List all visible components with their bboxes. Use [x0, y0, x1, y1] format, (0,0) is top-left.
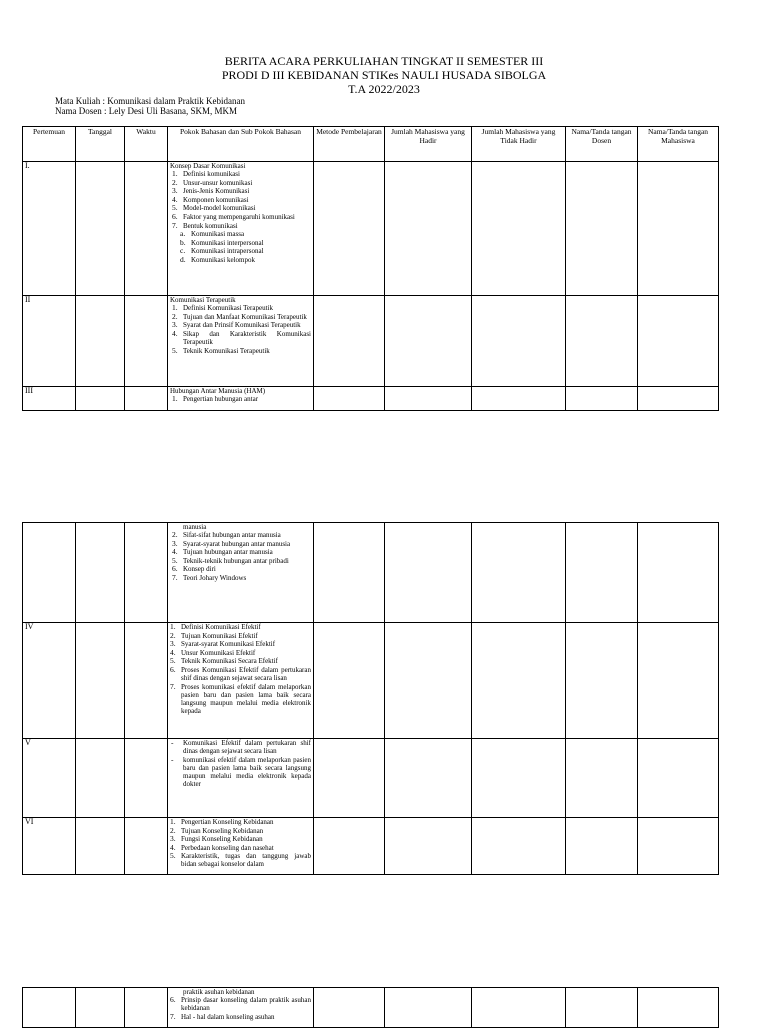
lecture-record-table-page-3: [22, 987, 719, 1028]
meeting-number: I.: [23, 162, 76, 296]
topic-item-text: Proses komunikasi efektif dalam melaporkan pasien baru dan pasien lama baik secara langsung maupun melalui media elektronik kepada: [181, 682, 311, 715]
student-signature-cell: [638, 818, 719, 875]
topic-item-text: Tujuan Komunikasi Efektif: [181, 631, 258, 640]
lecturer-signature-cell: [566, 296, 638, 387]
meeting-number: V: [23, 739, 76, 818]
col-header-hadir: Jumlah Mahasiswa yang Hadir: [385, 127, 472, 162]
date-cell: [76, 523, 125, 623]
topic-item: [170, 557, 311, 565]
topic-item: [170, 818, 311, 826]
table-row: [23, 296, 719, 387]
topic-item: [170, 574, 311, 582]
topic-list: [170, 170, 311, 230]
topic-item-marker: 5.: [170, 656, 176, 666]
topic-item-text: Tujuan hubungan antar manusia: [183, 548, 273, 557]
topic-item-marker: b.: [180, 237, 186, 247]
subtopic-item: [170, 247, 311, 255]
topic-list: [170, 739, 311, 788]
topic-item-text: Sifat-sifat hubungan antar manusia: [183, 531, 281, 540]
topic-item-marker: 1.: [172, 394, 178, 404]
topic-item: [170, 548, 311, 556]
topic-item-text: Prinsip dasar konseling dalam praktik asuhan kebidanan: [181, 996, 311, 1013]
topic-item-text: Model-model komunikasi: [183, 204, 256, 213]
method-cell: [314, 818, 385, 875]
topic-heading: Konsep Dasar Komunikasi: [170, 162, 246, 170]
topic-item: [170, 213, 311, 221]
topic-item: [170, 330, 311, 346]
topic-item-marker: 6.: [170, 995, 176, 1005]
student-signature-cell: [638, 296, 719, 387]
topic-item-marker: 7.: [170, 681, 176, 691]
topic-item: [170, 321, 311, 329]
topic-item-text: Hal - hal dalam konseling asuhan: [181, 1012, 275, 1021]
document-title-line-3: T.A 2022/2023: [348, 82, 420, 96]
topic-item: [170, 540, 311, 548]
topic-item-text: Bentuk komunikasi: [183, 221, 238, 230]
meeting-number: IV: [23, 623, 76, 739]
absent-count-cell: [472, 387, 566, 411]
topic-item-text: Pengertian Konseling Kebidanan: [181, 818, 274, 826]
lecturer-signature-cell: [566, 988, 638, 1028]
topic-item-marker: 5.: [172, 203, 178, 213]
lecturer-signature-cell: [566, 387, 638, 411]
topic-item: [170, 395, 311, 403]
lecturer-signature-cell: [566, 523, 638, 623]
topic-item-text: Konsep diri: [183, 565, 216, 574]
topic-item: [170, 196, 311, 204]
time-cell: [125, 162, 168, 296]
topic-item-text: Perbedaan konseling dan nasehat: [181, 843, 274, 852]
topic-item-marker: 3.: [172, 186, 178, 196]
topic-item-text: Unsur-unsur komunikasi: [183, 178, 253, 187]
topic-cell: [168, 739, 314, 818]
topic-item-text: Komponen komunikasi: [183, 195, 249, 204]
date-cell: [76, 988, 125, 1028]
method-cell: [314, 523, 385, 623]
topic-item-marker: 4.: [172, 328, 178, 338]
student-signature-cell: [638, 162, 719, 296]
topic-item: [170, 739, 311, 755]
topic-item-text: Syarat-syarat Komunikasi Efektif: [181, 640, 276, 649]
col-header-tidak-hadir: Jumlah Mahasiswa yang Tidak Hadir: [472, 127, 566, 162]
time-cell: [125, 623, 168, 739]
col-header-pokok-bahasan: Pokok Bahasan dan Sub Pokok Bahasan: [168, 127, 314, 162]
topic-heading: Komunikasi Terapeutik: [170, 296, 236, 304]
time-cell: [125, 296, 168, 387]
topic-item: [170, 835, 311, 843]
topic-item: [170, 996, 311, 1012]
time-cell: [125, 988, 168, 1028]
col-header-pertemuan: Pertemuan: [23, 127, 76, 162]
course-name: Mata Kuliah : Komunikasi dalam Praktik Kebidanan: [55, 96, 245, 106]
topic-item-marker: 1.: [170, 817, 176, 826]
lecturer-name: Nama Dosen : Lely Desi Uli Basana, SKM, MKM: [55, 106, 237, 116]
topic-item-text: Faktor yang mempengaruhi komunikasi: [183, 213, 295, 222]
topic-item-marker: 2.: [172, 177, 178, 187]
lecturer-signature-cell: [566, 623, 638, 739]
topic-item: [170, 565, 311, 573]
topic-cell: [168, 162, 314, 296]
time-cell: [125, 739, 168, 818]
topic-item-marker: -: [171, 754, 174, 764]
table-row: [23, 162, 719, 296]
topic-heading: Hubungan Antar Manusia (HAM): [170, 387, 266, 395]
topic-list: [170, 818, 311, 869]
method-cell: [314, 296, 385, 387]
topic-continuation: manusia: [183, 523, 207, 531]
time-cell: [125, 387, 168, 411]
col-header-tanggal: Tanggal: [76, 127, 125, 162]
student-signature-cell: [638, 739, 719, 818]
topic-continuation: praktik asuhan kebidanan: [183, 988, 255, 996]
table-row: [23, 988, 719, 1028]
present-count-cell: [385, 162, 472, 296]
subtopic-list: [170, 230, 311, 264]
time-cell: [125, 523, 168, 623]
method-cell: [314, 739, 385, 818]
topic-item-marker: 4.: [170, 842, 176, 852]
present-count-cell: [385, 387, 472, 411]
date-cell: [76, 162, 125, 296]
topic-item: [170, 756, 311, 788]
lecturer-signature-cell: [566, 818, 638, 875]
present-count-cell: [385, 988, 472, 1028]
topic-item-marker: 2.: [170, 630, 176, 640]
document-title-line-1: BERITA ACARA PERKULIAHAN TINGKAT II SEMESTER III: [224, 54, 544, 68]
present-count-cell: [385, 739, 472, 818]
topic-item-marker: 3.: [170, 639, 176, 649]
col-header-metode: Metode Pembelajaran: [314, 127, 385, 162]
method-cell: [314, 162, 385, 296]
table-row: [23, 623, 719, 739]
topic-item-marker: c.: [180, 246, 186, 256]
table-row: [23, 523, 719, 623]
date-cell: [76, 739, 125, 818]
topic-item-text: Komunikasi massa: [191, 230, 245, 239]
topic-item-text: Karakteristik, tugas dan tanggung jawab bidan sebagai konselor dalam: [181, 852, 311, 869]
topic-item-marker: 2.: [172, 311, 178, 321]
topic-list: [170, 304, 311, 355]
topic-item-text: Definisi Komunikasi Terapeutik: [183, 304, 273, 313]
topic-item: [170, 204, 311, 212]
topic-item-marker: 2.: [170, 825, 176, 835]
topic-list: [170, 996, 311, 1021]
student-signature-cell: [638, 988, 719, 1028]
topic-item: [170, 1013, 311, 1021]
topic-item-marker: 1.: [172, 169, 178, 179]
col-header-waktu: Waktu: [125, 127, 168, 162]
topic-item: [170, 632, 311, 640]
topic-item: [170, 666, 311, 682]
col-header-ttd-mahasiswa: Nama/Tanda tangan Mahasiswa: [638, 127, 719, 162]
topic-item-marker: 5.: [172, 345, 178, 355]
topic-item-marker: 4.: [172, 194, 178, 204]
topic-item-text: komunikasi efektif dalam melaporkan pasien baru dan pasien lama baik secara langsung maupun melalui media elektronik kepada dokter: [183, 755, 311, 788]
topic-item-text: Komunikasi Efektif dalam pertukaran shif dinas dengan sejawat secara lisan: [183, 739, 311, 756]
topic-item-text: Komunikasi kelompok: [191, 256, 255, 265]
topic-list: [170, 623, 311, 715]
topic-item-marker: -: [171, 738, 174, 747]
meeting-number: II: [23, 296, 76, 387]
meeting-number: [23, 988, 76, 1028]
meeting-number: [23, 523, 76, 623]
lecture-record-table-page-1: [22, 126, 719, 411]
topic-list: [170, 531, 311, 582]
topic-item-text: Syarat dan Prinsif Komunikasi Terapeutik: [183, 321, 301, 330]
topic-item: [170, 187, 311, 195]
topic-item: [170, 170, 311, 178]
topic-item-marker: 7.: [170, 1011, 176, 1021]
present-count-cell: [385, 296, 472, 387]
topic-item-text: Jenis-Jenis Komunikasi: [183, 187, 250, 196]
student-signature-cell: [638, 623, 719, 739]
topic-item-text: Proses Komunikasi Efektif dalam pertukaran shif dinas dengan sejawat secara lisan: [181, 665, 311, 683]
topic-item-marker: 7.: [172, 220, 178, 230]
document-title-line-2: PRODI D III KEBIDANAN STIKes NAULI HUSADA SIBOLGA: [221, 68, 547, 82]
topic-item-marker: 6.: [170, 664, 176, 674]
student-signature-cell: [638, 523, 719, 623]
topic-item: [170, 222, 311, 230]
present-count-cell: [385, 818, 472, 875]
method-cell: [314, 387, 385, 411]
topic-item-text: Komunikasi intrapersonal: [191, 247, 264, 256]
date-cell: [76, 818, 125, 875]
topic-item: [170, 179, 311, 187]
topic-item: [170, 852, 311, 868]
method-cell: [314, 623, 385, 739]
topic-item-text: Definisi komunikasi: [183, 170, 240, 179]
topic-item: [170, 304, 311, 312]
topic-cell: [168, 818, 314, 875]
subtopic-item: [170, 230, 311, 238]
topic-item-text: Komunikasi interpersonal: [191, 238, 264, 247]
method-cell: [314, 988, 385, 1028]
topic-item-marker: 6.: [172, 212, 178, 222]
topic-cell: [168, 387, 314, 411]
absent-count-cell: [472, 988, 566, 1028]
topic-item: [170, 657, 311, 665]
topic-item: [170, 640, 311, 648]
topic-item-text: Teknik Komunikasi Secara Efektif: [181, 657, 278, 666]
topic-item-text: Unsur Komunikasi Efektif: [181, 648, 256, 657]
topic-cell: [168, 623, 314, 739]
meeting-number: VI: [23, 818, 76, 875]
table-row: [23, 739, 719, 818]
date-cell: [76, 387, 125, 411]
topic-item-text: Sikap dan Karakteristik Komunikasi Terapeutik: [183, 329, 311, 346]
student-signature-cell: [638, 387, 719, 411]
subtopic-item: [170, 239, 311, 247]
topic-item-text: Tujuan dan Manfaat Komunikasi Terapeutik: [183, 312, 307, 321]
topic-item-text: Teknik Komunikasi Terapeutik: [183, 346, 270, 355]
topic-item: [170, 844, 311, 852]
lecturer-signature-cell: [566, 739, 638, 818]
date-cell: [76, 296, 125, 387]
present-count-cell: [385, 623, 472, 739]
topic-item-text: Pengertian hubungan antar: [183, 395, 259, 404]
topic-item-marker: 3.: [172, 320, 178, 330]
topic-item-text: Teknik-teknik hubungan antar pribadi: [183, 556, 289, 565]
topic-item-text: Fungsi Konseling Kebidanan: [181, 835, 263, 844]
topic-item: [170, 347, 311, 355]
topic-cell: [168, 296, 314, 387]
date-cell: [76, 623, 125, 739]
subtopic-item: [170, 256, 311, 264]
topic-item-marker: 2.: [172, 530, 178, 540]
topic-item-marker: 3.: [172, 538, 178, 548]
table-header-row: [23, 127, 719, 162]
topic-item: [170, 313, 311, 321]
topic-item-marker: 1.: [170, 622, 176, 631]
topic-item-text: Teori Johary Windows: [183, 574, 247, 583]
absent-count-cell: [472, 162, 566, 296]
topic-item: [170, 683, 311, 715]
topic-item-marker: 1.: [172, 303, 178, 313]
topic-item-marker: 7.: [172, 573, 178, 583]
topic-item-marker: 3.: [170, 834, 176, 844]
topic-item: [170, 623, 311, 631]
topic-cell: [168, 988, 314, 1028]
time-cell: [125, 818, 168, 875]
absent-count-cell: [472, 739, 566, 818]
table-row: [23, 818, 719, 875]
absent-count-cell: [472, 818, 566, 875]
lecturer-signature-cell: [566, 162, 638, 296]
topic-list: [170, 395, 311, 403]
topic-item-text: Definisi Komunikasi Efektif: [181, 623, 261, 631]
topic-item-marker: 5.: [172, 555, 178, 565]
topic-item: [170, 649, 311, 657]
topic-item: [170, 531, 311, 539]
topic-item-marker: d.: [180, 255, 186, 265]
topic-cell: [168, 523, 314, 623]
topic-item-text: Tujuan Konseling Kebidanan: [181, 826, 264, 835]
table-row: [23, 387, 719, 411]
topic-item-text: Syarat-syarat hubungan antar manusia: [183, 539, 291, 548]
topic-item-marker: 4.: [172, 547, 178, 557]
absent-count-cell: [472, 523, 566, 623]
absent-count-cell: [472, 623, 566, 739]
meeting-number: III: [23, 387, 76, 411]
topic-item: [170, 827, 311, 835]
lecture-record-table-page-2: [22, 522, 719, 875]
topic-item-marker: a.: [180, 229, 186, 239]
absent-count-cell: [472, 296, 566, 387]
col-header-ttd-dosen: Nama/Tanda tangan Dosen: [566, 127, 638, 162]
present-count-cell: [385, 523, 472, 623]
topic-item-marker: 5.: [170, 851, 176, 861]
topic-item-marker: 6.: [172, 564, 178, 574]
topic-item-marker: 4.: [170, 647, 176, 657]
